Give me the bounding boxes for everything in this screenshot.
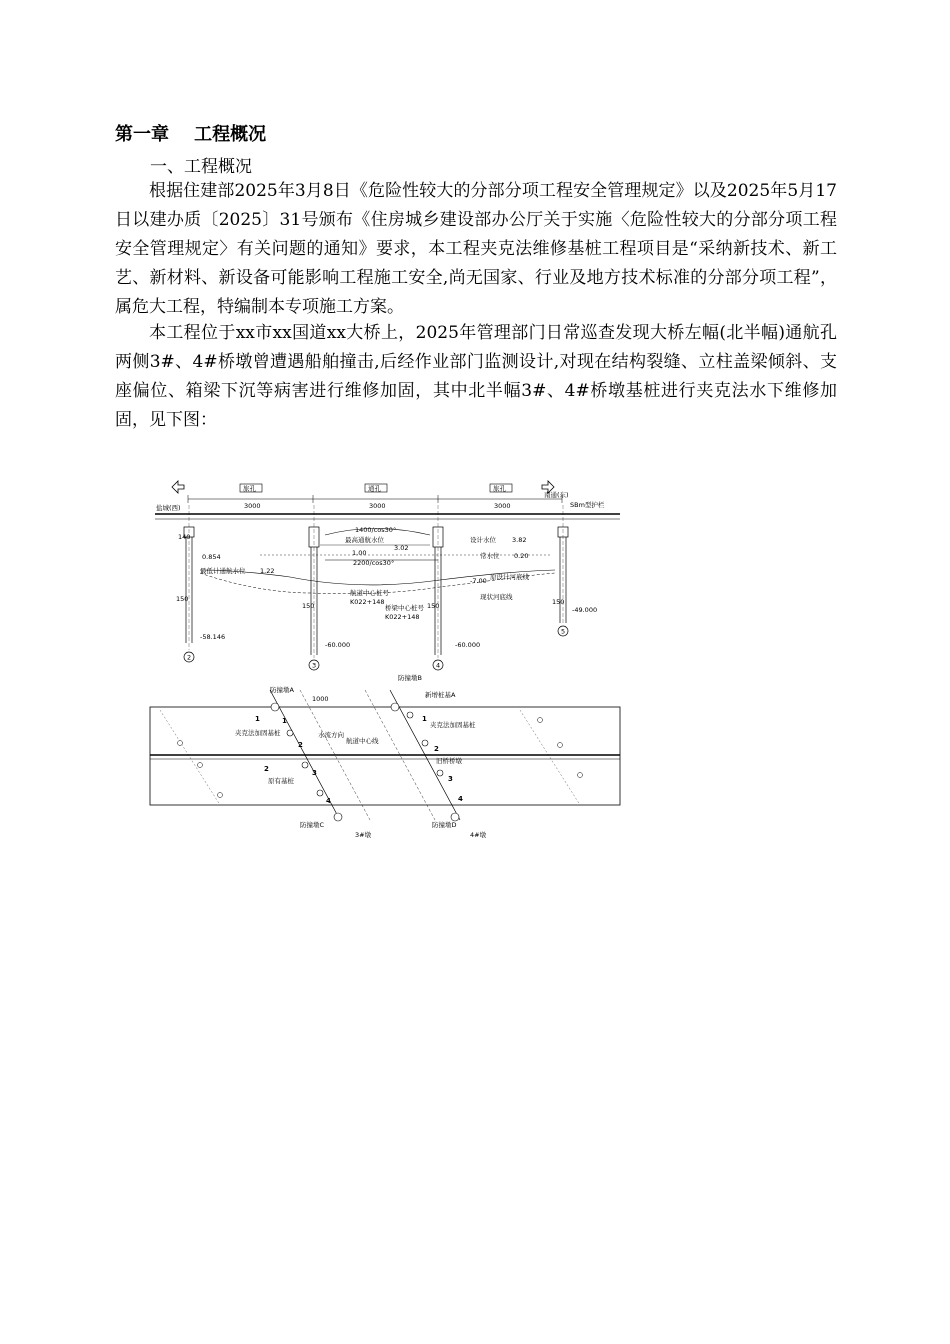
plan-number-5: 1 xyxy=(422,715,427,723)
center-label-1: 航道中心桩号 xyxy=(350,589,389,597)
water-label-4: 最低计通航水位 xyxy=(200,567,246,575)
plan-label-4: 防撞墩D xyxy=(432,821,457,829)
water-label-5: 原设计河底线 xyxy=(490,573,529,581)
plan-number-7: 3 xyxy=(448,775,453,783)
plan-label-14: 1000 xyxy=(312,695,329,703)
level-5: 0.20 xyxy=(514,552,529,560)
plan-label-6: 夹克法加固基桩 xyxy=(235,729,281,737)
plan-number-8: 4 xyxy=(458,795,463,803)
center-label-2: K022+148 xyxy=(350,598,385,606)
left-arrow-icon xyxy=(172,481,184,493)
plan-label-9: 航道中心线 xyxy=(346,737,379,745)
level-10: -60.000 xyxy=(455,641,481,649)
water-label-1: 最高通航水位 xyxy=(345,536,384,544)
level-11: -49.000 xyxy=(572,606,598,614)
span-length-2: 3000 xyxy=(369,502,386,510)
bridge-drawing-svg xyxy=(140,475,640,840)
center-label-4: K022+148 xyxy=(385,613,420,621)
cos-label-2: 2200/cos30° xyxy=(353,559,395,567)
plan-number-3: 3 xyxy=(312,769,317,777)
plan-outline xyxy=(150,707,620,805)
level-3: 3.02 xyxy=(394,544,409,552)
plan-number-9: 1 xyxy=(255,715,260,723)
section-title: 一、工程概况 xyxy=(150,157,252,177)
pile-dim-5: 150 xyxy=(176,595,189,603)
pier-number-3: 3 xyxy=(312,661,317,670)
plan-label-10: 旧桥桥墩 xyxy=(436,757,462,765)
plan-label-1: 防撞墩A xyxy=(270,686,294,694)
plan-number-2: 2 xyxy=(298,741,303,749)
pier-number-2: 2 xyxy=(187,653,192,662)
span-length-3: 3000 xyxy=(494,502,511,510)
water-label-3: 常水位 xyxy=(480,552,500,560)
plan-label-11: 原有基桩 xyxy=(268,777,294,785)
bridge-drawing xyxy=(140,475,640,840)
level-1: 0.854 xyxy=(202,553,221,561)
pier-3 xyxy=(309,505,319,670)
pier-2 xyxy=(184,505,194,662)
paragraph-2: 本工程位于xx市xx国道xx大桥上，2025年管理部门日常巡查发现大桥左幅(北半幅)通航孔两侧3#、4#桥墩曾遭遇船舶撞击,后经作业部门监测设计,对现在结构裂缝、立柱盖梁倾斜、支座偏位、箱梁下沉等病害进行维修加固，其中北半幅3#、4#桥墩基桩进行夹克法水下维修加固，见下图： xyxy=(115,323,837,430)
water-label-2: 设计水位 xyxy=(470,536,496,544)
plan-label-8: 水流方向 xyxy=(318,731,344,739)
level-6: 1.00 xyxy=(352,549,367,557)
water-label-6: 现状河底线 xyxy=(480,593,513,601)
plan-number-4: 4 xyxy=(326,797,331,805)
pile-dim-2: 150 xyxy=(302,602,315,610)
plan-number-6: 2 xyxy=(434,745,439,753)
right-direction: 南通(东) xyxy=(544,491,569,499)
center-label-3: 桥梁中心桩号 xyxy=(385,604,424,612)
plan-label-7: 夹克法加固基桩 xyxy=(430,721,476,729)
plan-label-12: 3#墩 xyxy=(355,831,372,839)
pier-5 xyxy=(558,505,568,636)
span-tag-2: 通孔 xyxy=(368,484,381,493)
cos-label-1: 1400/cos30° xyxy=(355,526,397,534)
level-4: 3.82 xyxy=(512,536,527,544)
pier-number-4: 4 xyxy=(436,661,441,670)
pile-dim-3: 150 xyxy=(427,602,440,610)
span-tag-1: 旅孔 xyxy=(243,484,256,493)
span-length-1: 3000 xyxy=(244,502,261,510)
plan-label-5: 新增桩基A xyxy=(425,691,456,699)
paragraph-1: 根据住建部2025年3月8日《危险性较大的分部分项工程安全管理规定》以及2025年5月17日以建办质〔2025〕31号颁布《住房城乡建设部办公厅关于实施〈危险性较大的分部分项工程安全管理规定〉有关问题的通知》要求，本工程夹克法维修基桩工程项目是“采纳新技术、新工艺、新材料、新设备可能影响工程施工安全,尚无国家、行业及地方技术标准的分部分项工程”，属危大工程，特编制本专项施工方案。 xyxy=(115,181,837,317)
plan-label-3: 防撞墩C xyxy=(300,821,325,829)
plan-label-13: 4#墩 xyxy=(470,831,487,839)
plan-number-1: 1 xyxy=(282,717,287,725)
level-7: -7.00 xyxy=(470,577,487,585)
span-tag-3: 旅孔 xyxy=(493,484,506,493)
level-9: -60.000 xyxy=(325,641,351,649)
pier-number-5: 5 xyxy=(561,627,566,636)
plan-number-10: 2 xyxy=(264,765,269,773)
pile-dim-4: 150 xyxy=(552,598,565,606)
level-8: -58.146 xyxy=(200,633,226,641)
left-direction: 盐城(西) xyxy=(156,504,181,512)
chapter-title: 第一章 工程概况 xyxy=(115,124,267,145)
level-2: 1.22 xyxy=(260,567,275,575)
pile-dim-1: 140 xyxy=(178,533,191,541)
guardrail-label: SBm型护栏 xyxy=(570,501,605,509)
plan-label-2: 防撞墩B xyxy=(398,674,422,682)
